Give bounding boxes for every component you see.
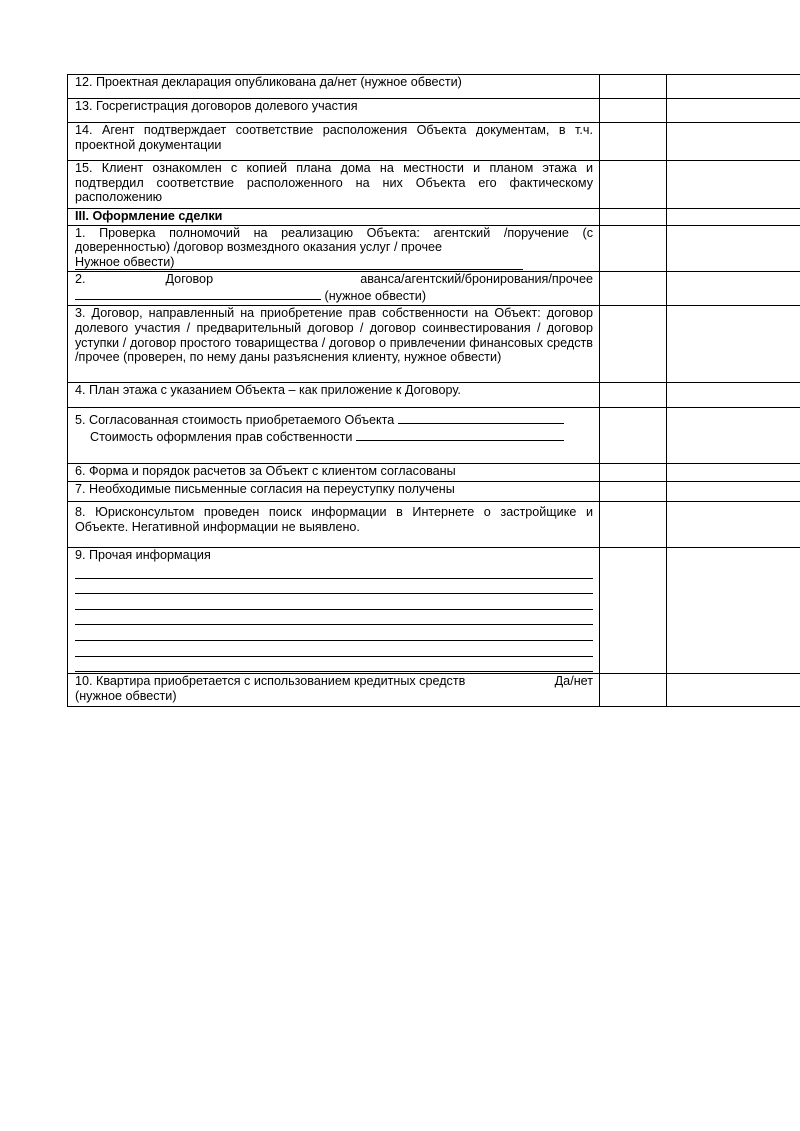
- row-s5-price-label: 5. Согласованная стоимость приобретаемого Объекта: [75, 413, 395, 428]
- row-s6: [68, 464, 800, 482]
- row-s3-text: [68, 306, 600, 383]
- checklist-table: [67, 74, 800, 707]
- row-s6-label: 6. Форма и порядок расчетов за Объект с клиентом согласованы: [75, 464, 456, 479]
- row-s2-check-cell[interactable]: [600, 272, 667, 306]
- row-s8-text: [68, 502, 600, 548]
- row-s9-line-7[interactable]: [75, 657, 593, 673]
- row-s5: [68, 408, 800, 464]
- row-s10: [68, 674, 800, 707]
- row-s8-check-cell[interactable]: [600, 502, 667, 548]
- row-13-label: 13. Госрегистрация договоров долевого участия: [75, 99, 358, 113]
- row-s7-check-cell[interactable]: [600, 482, 667, 502]
- row-15: [68, 161, 800, 209]
- row-s3: [68, 306, 800, 383]
- row-14-check-cell[interactable]: [600, 123, 667, 161]
- row-12-label: 12. Проектная декларация опубликована да/нет (нужное обвести): [75, 75, 462, 89]
- row-s9-line-2[interactable]: [75, 579, 593, 595]
- row-s8-note-cell[interactable]: [667, 502, 800, 548]
- row-14-label: 14. Агент подтверждает соответствие расположения Объекта документам, в т.ч. проектной документации: [75, 123, 593, 152]
- section-3-empty-2: [667, 209, 800, 226]
- row-s1-check-cell[interactable]: [600, 225, 667, 272]
- row-15-text: [68, 161, 600, 209]
- row-13-check-cell[interactable]: [600, 99, 667, 123]
- row-s7: [68, 482, 800, 502]
- row-s9-check-cell[interactable]: [600, 548, 667, 674]
- row-s5-price-blank[interactable]: [398, 411, 564, 424]
- row-s6-note-cell[interactable]: [667, 464, 800, 482]
- row-s4: [68, 383, 800, 408]
- row-s1-note-cell[interactable]: [667, 225, 800, 272]
- row-s9-line-6[interactable]: [75, 641, 593, 657]
- row-15-check-cell[interactable]: [600, 161, 667, 209]
- row-s8: [68, 502, 800, 548]
- section-3-label: III. Оформление сделки: [75, 209, 223, 223]
- row-s10-text: [68, 674, 600, 707]
- row-14-note-cell[interactable]: [667, 123, 800, 161]
- row-s5-check-cell[interactable]: [600, 408, 667, 464]
- row-s5-note-cell[interactable]: [667, 408, 800, 464]
- row-s9-note-cell[interactable]: [667, 548, 800, 674]
- row-s2-note: (нужное обвести): [324, 288, 427, 303]
- row-s3-check-cell[interactable]: [600, 306, 667, 383]
- row-s8-label: 8. Юрисконсультом проведен поиск информации в Интернете о застройщике и Объекте. Негативной информации не выявлено.: [75, 505, 593, 534]
- row-s10-label: 10. Квартира приобретается с использованием кредитных средств: [75, 674, 466, 689]
- row-12-check-cell[interactable]: [600, 75, 667, 99]
- row-s9-line-5[interactable]: [75, 625, 593, 641]
- row-s9-line-3[interactable]: [75, 594, 593, 610]
- row-s9-text: [68, 548, 600, 674]
- row-s2-blank[interactable]: [75, 287, 321, 300]
- row-12-note-cell[interactable]: [667, 75, 800, 99]
- row-s9-label: 9. Прочая информация: [75, 548, 211, 563]
- row-s1: [68, 225, 800, 272]
- row-s3-note-cell[interactable]: [667, 306, 800, 383]
- row-s2-note-cell[interactable]: [667, 272, 800, 306]
- row-s3-label: 3. Договор, направленный на приобретение прав собственности на Объект: договор долевого участия / предварительный договор / договор соинвестирования / договор уступки / договор простого товарищества / договор о привлечении финансовых средств /прочее (проверен, по нему даны разъяснения клиенту, нужное обвести): [75, 306, 593, 365]
- section-3-empty-1: [600, 209, 667, 226]
- row-14: [68, 123, 800, 161]
- row-s4-note-cell[interactable]: [667, 383, 800, 408]
- row-s2-contract: Договор: [165, 272, 214, 287]
- row-13-text: [68, 99, 600, 123]
- row-15-label: 15. Клиент ознакомлен с копией плана дома на местности и планом этажа и подтвердил соответствие расположенного на них Объекта его фактическому расположению: [75, 161, 593, 205]
- row-s9: [68, 548, 800, 674]
- row-s10-note: (нужное обвести): [75, 688, 177, 703]
- row-s1-text: [68, 225, 600, 272]
- row-s2-types: аванса/агентский/бронирования/прочее: [360, 272, 593, 287]
- row-s5-cost-label: Стоимость оформления прав собственности: [90, 429, 353, 444]
- row-s10-note-cell[interactable]: [667, 674, 800, 707]
- section-3-title: [68, 209, 600, 226]
- row-s2: [68, 272, 800, 306]
- row-s9-line-4[interactable]: [75, 610, 593, 626]
- row-s4-label: 4. План этажа с указанием Объекта – как приложение к Договору.: [75, 383, 461, 398]
- row-s7-text: [68, 482, 600, 502]
- row-s1-label: 1. Проверка полномочий на реализацию Объекта: агентский /поручение (с доверенностью) /договор возмездного оказания услуг / прочее: [75, 225, 593, 255]
- row-s10-check-cell[interactable]: [600, 674, 667, 707]
- row-12: [68, 75, 800, 99]
- row-12-text: [68, 75, 600, 99]
- row-s7-label: 7. Необходимые письменные согласия на переуступку получены: [75, 482, 455, 497]
- row-s4-text: [68, 383, 600, 408]
- row-s1-note: Нужное обвести): [75, 255, 523, 271]
- row-s10-yes-no[interactable]: Да/нет: [554, 674, 593, 689]
- row-14-text: [68, 123, 600, 161]
- row-s9-line-1[interactable]: [75, 563, 593, 579]
- row-15-note-cell[interactable]: [667, 161, 800, 209]
- row-s6-check-cell[interactable]: [600, 464, 667, 482]
- row-s5-text: [68, 408, 600, 464]
- row-s7-note-cell[interactable]: [667, 482, 800, 502]
- row-s4-check-cell[interactable]: [600, 383, 667, 408]
- row-s5-cost-blank[interactable]: [356, 428, 564, 441]
- section-3-header: [68, 209, 800, 226]
- row-s2-text: [68, 272, 600, 306]
- row-s2-number: 2.: [75, 272, 86, 287]
- row-s6-text: [68, 464, 600, 482]
- row-13-note-cell[interactable]: [667, 99, 800, 123]
- row-13: [68, 99, 800, 123]
